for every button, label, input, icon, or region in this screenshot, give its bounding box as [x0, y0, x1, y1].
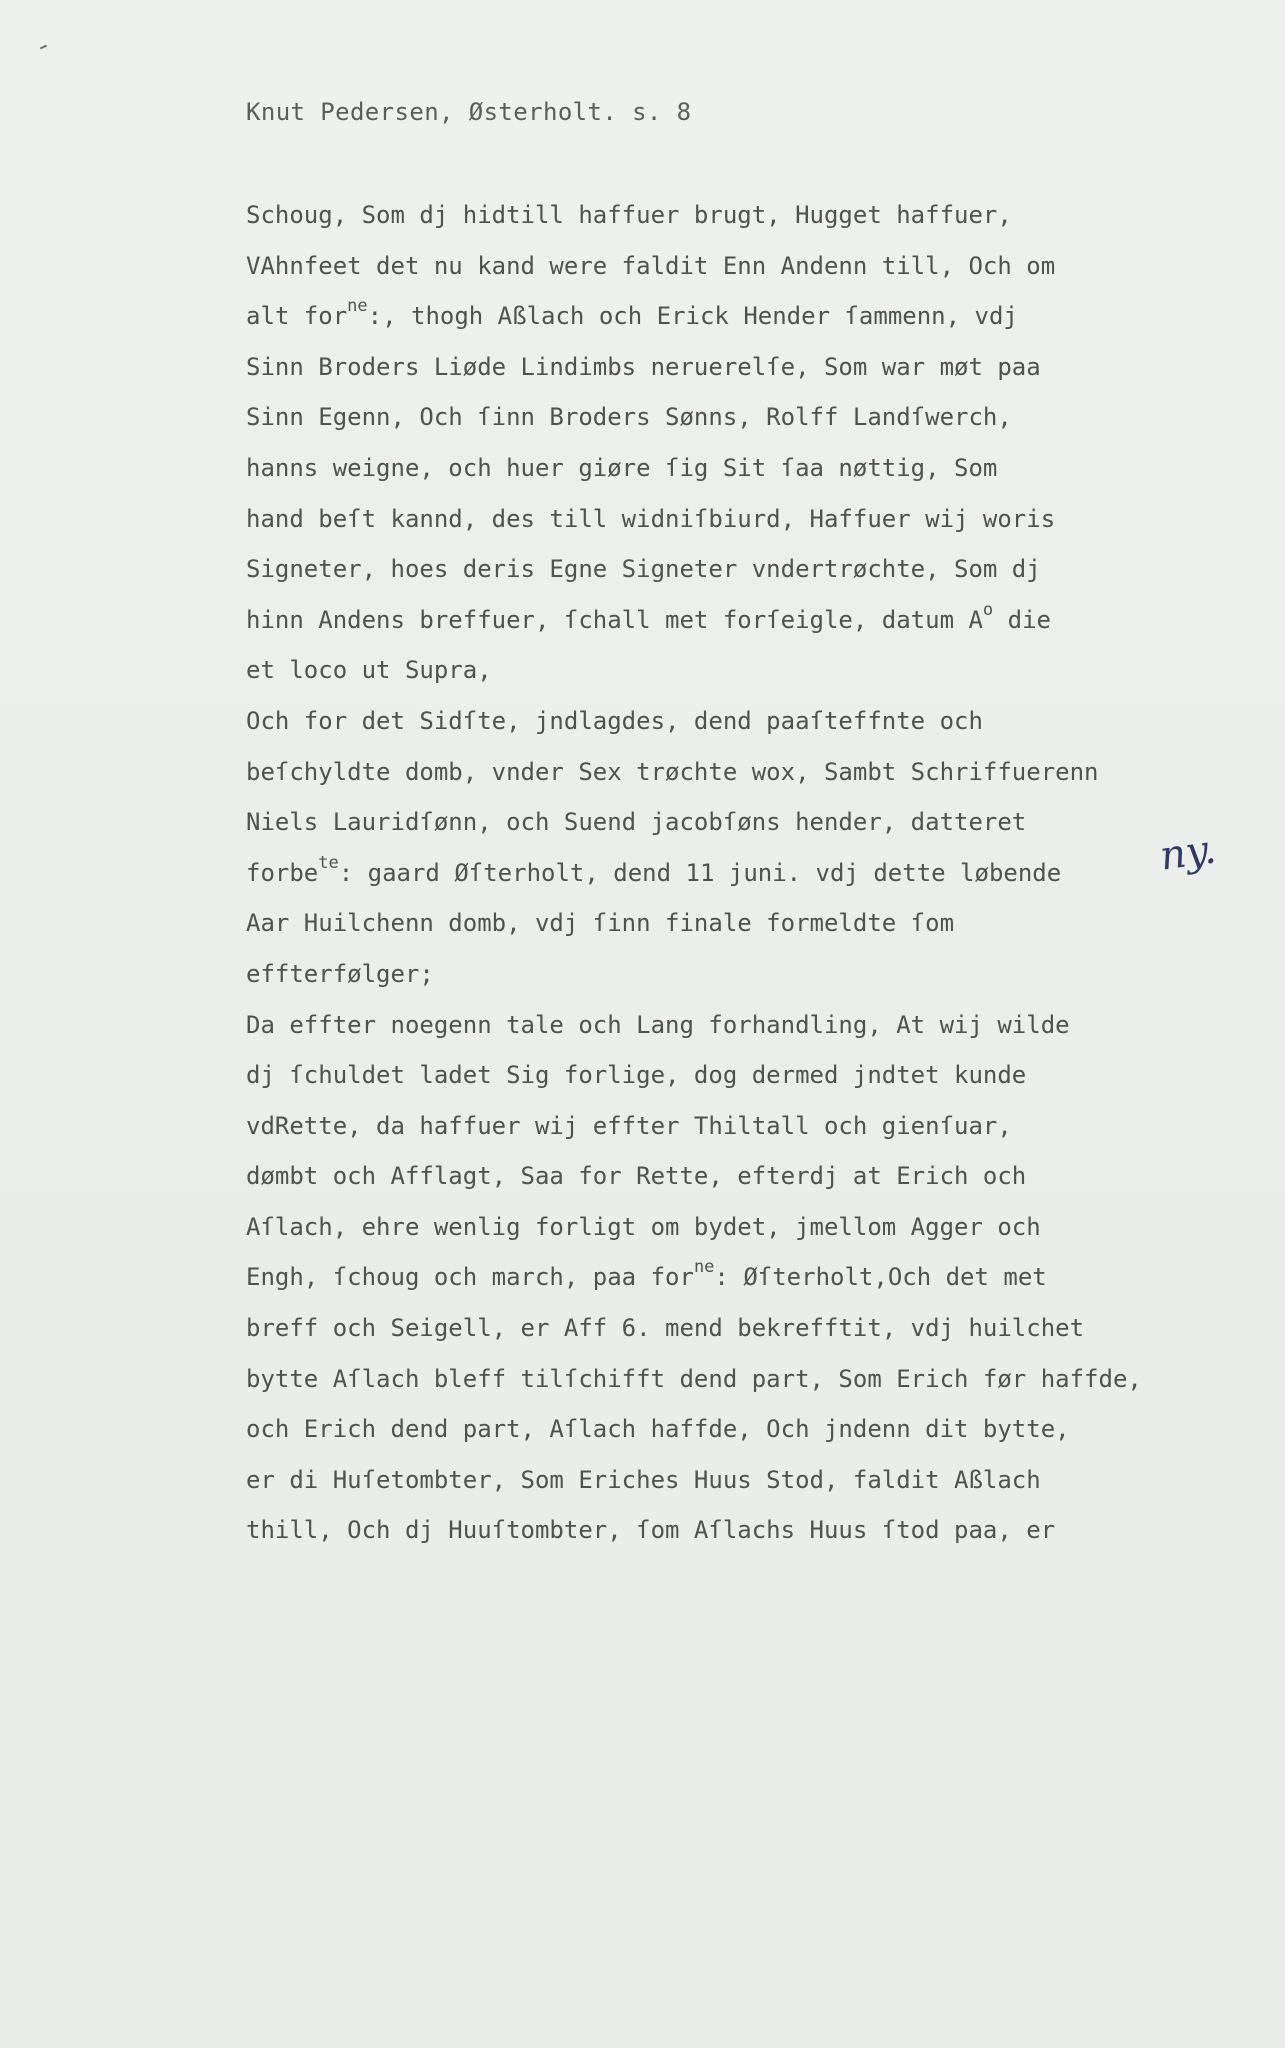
- text-segment: Signeter, hoes deris Egne Signeter vndertrøchte, Som dj: [246, 555, 1041, 584]
- text-segment: breff och Seigell, er Aff 6. mend bekrefftit, vdj huilchet: [246, 1314, 1085, 1343]
- text-segment: Och for det Sidſte, jndlagdes, dend paaſteffnte och: [246, 706, 983, 735]
- text-segment: hinn Andens breffuer, ſchall met forſeigle, datum A: [246, 605, 983, 634]
- transcription-body: [246, 190, 1206, 1556]
- text-line: [246, 1303, 1206, 1354]
- superscript-abbreviation: te: [318, 852, 339, 873]
- text-line: [246, 494, 1206, 545]
- text-segment: Da effter noegenn tale och Lang forhandling, At wij wilde: [246, 1010, 1070, 1039]
- text-line: [246, 1455, 1206, 1506]
- text-line: [246, 848, 1206, 899]
- text-segment: Aar Huilchenn domb, vdj ſinn finale formeldte ſom: [246, 909, 955, 938]
- text-line: [246, 898, 1206, 949]
- text-segment: Schoug, Som dj hidtill haffuer brugt, Hugget haffuer,: [246, 201, 1012, 229]
- text-segment: thill, Och dj Huuſtombter, ſom Aſlachs Huus ſtod paa, er: [246, 1516, 1056, 1545]
- text-line: [246, 342, 1206, 393]
- text-segment: Aſlach, ehre wenlig forligt om bydet, jmellom Agger och: [246, 1212, 1041, 1241]
- text-segment: hanns weigne, och huer giøre ſig Sit ſaa nøttig, Som: [246, 453, 998, 482]
- text-segment: die: [993, 605, 1051, 634]
- text-line: [246, 241, 1206, 292]
- text-line: [246, 1404, 1206, 1455]
- text-segment: forbe: [246, 858, 319, 887]
- text-line: [246, 443, 1206, 494]
- text-segment: Engh, ſchoug och march, paa for: [246, 1263, 694, 1292]
- text-line: [246, 392, 1206, 443]
- text-line: [246, 544, 1206, 595]
- text-line: [246, 1151, 1206, 1202]
- text-line: [246, 949, 1206, 1000]
- text-segment: dj ſchuldet ladet Sig forlige, dog dermed jndtet kunde: [246, 1061, 1027, 1090]
- text-line: [246, 645, 1206, 696]
- text-segment: : Øſterholt,Och det met: [714, 1263, 1047, 1292]
- text-line: [246, 1505, 1206, 1556]
- text-segment: Niels Lauridſønn, och Suend jacobſøns hender, datteret: [246, 808, 1027, 837]
- text-segment: er di Huſetombter, Som Eriches Huus Stod, faldit Aßlach: [246, 1465, 1041, 1494]
- text-segment: : gaard Øſterholt, dend 11 juni. vdj dette løbende: [338, 858, 1062, 887]
- handwritten-margin-note: ny.: [1157, 826, 1219, 880]
- text-segment: hand beſt kannd, des till widniſbiurd, Haffuer wij woris: [246, 504, 1056, 533]
- superscript-abbreviation: ne: [347, 296, 368, 317]
- text-segment: et loco ut Supra,: [246, 656, 492, 685]
- text-line: [246, 1050, 1206, 1101]
- text-line: [246, 1252, 1206, 1303]
- text-line: [246, 1354, 1206, 1405]
- text-line: [246, 1202, 1206, 1253]
- text-segment: och Erich dend part, Aſlach haffde, Och jndenn dit bytte,: [246, 1415, 1070, 1444]
- corner-mark: [40, 45, 47, 50]
- text-line: [246, 747, 1206, 798]
- text-segment: :, thogh Aßlach och Erick Hender ſammenn, vdj: [367, 302, 1018, 331]
- text-line: [246, 1000, 1206, 1051]
- text-segment: VAhnfeet det nu kand were faldit Enn Andenn till, Och om: [246, 251, 1056, 280]
- text-line: [246, 797, 1206, 848]
- text-line: [246, 190, 1206, 241]
- text-segment: Sinn Broders Liøde Lindimbs neruerelſe, Som war møt paa: [246, 352, 1041, 381]
- text-segment: vdRette, da haffuer wij effter Thiltall och gienſuar,: [246, 1111, 1012, 1140]
- text-segment: bytte Aſlach bleff tilſchifft dend part, Som Erich før haffde,: [246, 1364, 1142, 1393]
- superscript-abbreviation: ne: [693, 1257, 715, 1278]
- text-segment: alt for: [246, 302, 348, 331]
- text-line: [246, 1101, 1206, 1152]
- page-header: Knut Pedersen, Østerholt. s. 8: [246, 98, 692, 126]
- text-segment: Sinn Egenn, Och ſinn Broders Sønns, Rolff Landſwerch,: [246, 403, 1012, 432]
- text-line: [246, 291, 1206, 342]
- text-segment: dømbt och Afflagt, Saa for Rette, efterdj at Erich och: [246, 1162, 1027, 1191]
- text-line: [246, 595, 1206, 646]
- text-segment: beſchyldte domb, vnder Sex trøchte wox, Sambt Schriffuerenn: [246, 757, 1099, 786]
- text-line: [246, 696, 1206, 747]
- text-segment: effterfølger;: [246, 959, 434, 988]
- superscript-abbreviation: o: [982, 599, 994, 620]
